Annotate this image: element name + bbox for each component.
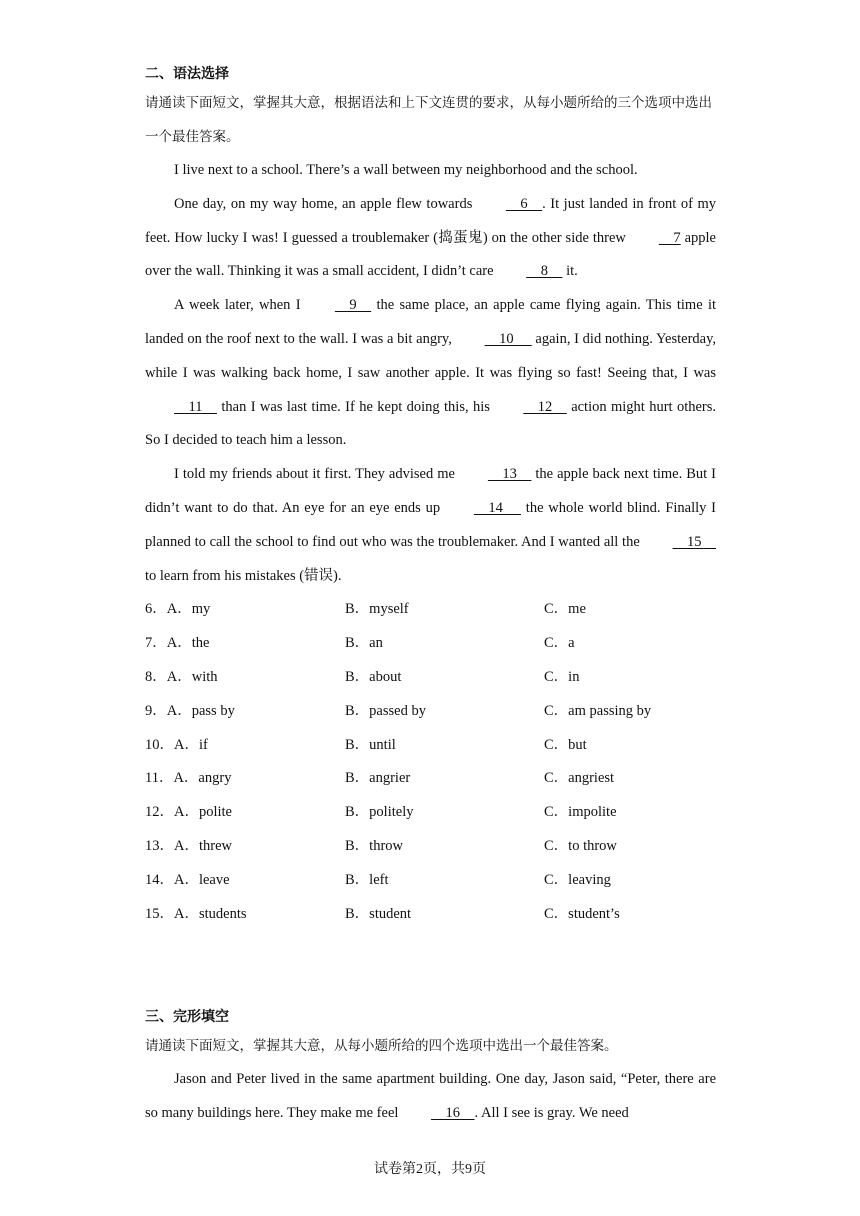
option-b[interactable]: B．an (345, 635, 383, 652)
option-row-6 (145, 593, 716, 627)
option-c[interactable]: C．impolite (544, 804, 617, 821)
passage-paragraph-3 (145, 289, 716, 458)
option-c[interactable]: C．me (544, 601, 586, 618)
blank-6: 6 (505, 195, 543, 212)
passage-paragraph-1: I live next to a school. There’s a wall between my neighborhood and the school. (174, 162, 638, 178)
option-c[interactable]: C．a (544, 635, 575, 652)
option-a[interactable]: 7．A．the (145, 635, 210, 652)
text: the same place, an apple came flying again. This time it landed on the roof next to the wall. I was a bit angry, (145, 297, 717, 347)
blank-7: 7 (658, 229, 681, 246)
option-a[interactable]: 10．A．if (145, 736, 208, 753)
blank-16: 16 (431, 1105, 475, 1122)
option-c[interactable]: C．but (544, 736, 587, 753)
option-a[interactable]: 9．A．pass by (145, 702, 235, 719)
option-row-12 (145, 796, 716, 830)
option-c[interactable]: C．to throw (544, 837, 617, 854)
option-row-15 (145, 898, 716, 932)
text: the whole world blind. Finally I planned to call the school to find out who was the troublemaker. And I wanted all the (145, 499, 717, 550)
blank-13: 13 (487, 466, 532, 483)
text: apple over the wall. Thinking it was a small accident, I didn’t care (145, 229, 716, 280)
text: Jason and Peter lived in the same apartment building. One day, Jason said, “Peter, there are so many buildings here. They make me feel (145, 1071, 716, 1122)
option-a[interactable]: 6．A．my (145, 601, 211, 618)
option-b[interactable]: B．student (345, 905, 412, 922)
option-a[interactable]: 8．A．with (145, 668, 218, 685)
exam-page (145, 62, 716, 1131)
text: . It just landed in front of my feet. How lucky I was! I guessed a troublemaker (捣蛋鬼) on the other side threw (145, 195, 716, 246)
option-b[interactable]: B．left (345, 871, 389, 888)
option-row-14 (145, 864, 716, 898)
section2-title: 二、语法选择 (145, 66, 229, 82)
option-row-10 (145, 729, 716, 763)
text: the apple back next time. But I didn’t want to do that. An eye for an eye ends up (145, 466, 716, 516)
text: A week later, when I (174, 297, 301, 314)
option-c[interactable]: C．angriest (544, 770, 615, 787)
page-footer: 试卷第2页，共9页 (374, 1162, 486, 1177)
passage-paragraph-2 (145, 188, 716, 289)
text: I told my friends about it first. They advised me (174, 466, 455, 483)
option-b[interactable]: B．angrier (345, 770, 411, 787)
option-a[interactable]: 13．A．threw (145, 837, 232, 854)
option-c[interactable]: C．student’s (544, 905, 620, 922)
blank-10: 10 (484, 330, 532, 347)
option-b[interactable]: B．about (345, 668, 402, 685)
text: it. (566, 263, 578, 280)
section2-instruction: 请通读下面短文，掌握其大意，根据语法和上下文连贯的要求，从每小题所给的三个选项中选出一个最佳答案。 (145, 95, 712, 145)
section3 (145, 1005, 716, 1131)
section3-title: 三、完形填空 (145, 1009, 229, 1026)
text: One day, on my way home, an apple flew towards (174, 195, 473, 212)
option-row-11 (145, 762, 716, 796)
text: action might hurt others. So I decided to teach him a lesson. (145, 398, 717, 449)
option-row-9 (145, 695, 716, 729)
option-a[interactable]: 12．A．polite (145, 804, 232, 821)
options-list (145, 593, 716, 931)
section3-instruction: 请通读下面短文，掌握其大意，从每小题所给的四个选项中选出一个最佳答案。 (145, 1038, 618, 1055)
option-b[interactable]: B．myself (345, 601, 409, 618)
text: than I was last time. If he kept doing this, his (221, 398, 490, 415)
text: . All I see is gray. We need (474, 1105, 629, 1122)
blank-8: 8 (526, 263, 563, 280)
option-c[interactable]: C．in (544, 668, 580, 685)
option-row-13 (145, 830, 716, 864)
text: to learn from his mistakes (错误). (145, 567, 342, 584)
blank-12: 12 (523, 398, 567, 415)
option-a[interactable]: 14．A．leave (145, 871, 230, 888)
option-a[interactable]: 11．A．angry (145, 770, 232, 787)
passage-paragraph-4 (145, 458, 716, 593)
blank-14: 14 (473, 499, 522, 516)
blank-9: 9 (334, 297, 372, 314)
option-b[interactable]: B．throw (345, 837, 403, 854)
option-a[interactable]: 15．A．students (145, 905, 247, 922)
option-b[interactable]: B．until (345, 736, 396, 753)
option-c[interactable]: C．am passing by (544, 702, 652, 719)
blank-15: 15 (672, 533, 716, 550)
text: again, I did nothing. Yesterday, while I was walking back home, I saw another apple. It was flying so fast! Seeing that, I was (145, 330, 717, 381)
option-b[interactable]: B．politely (345, 804, 414, 821)
option-c[interactable]: C．leaving (544, 871, 611, 888)
option-row-8 (145, 661, 716, 695)
passage2-paragraph-1 (145, 1063, 716, 1131)
blank-11: 11 (174, 398, 217, 415)
option-row-7 (145, 627, 716, 661)
option-b[interactable]: B．passed by (345, 702, 426, 719)
